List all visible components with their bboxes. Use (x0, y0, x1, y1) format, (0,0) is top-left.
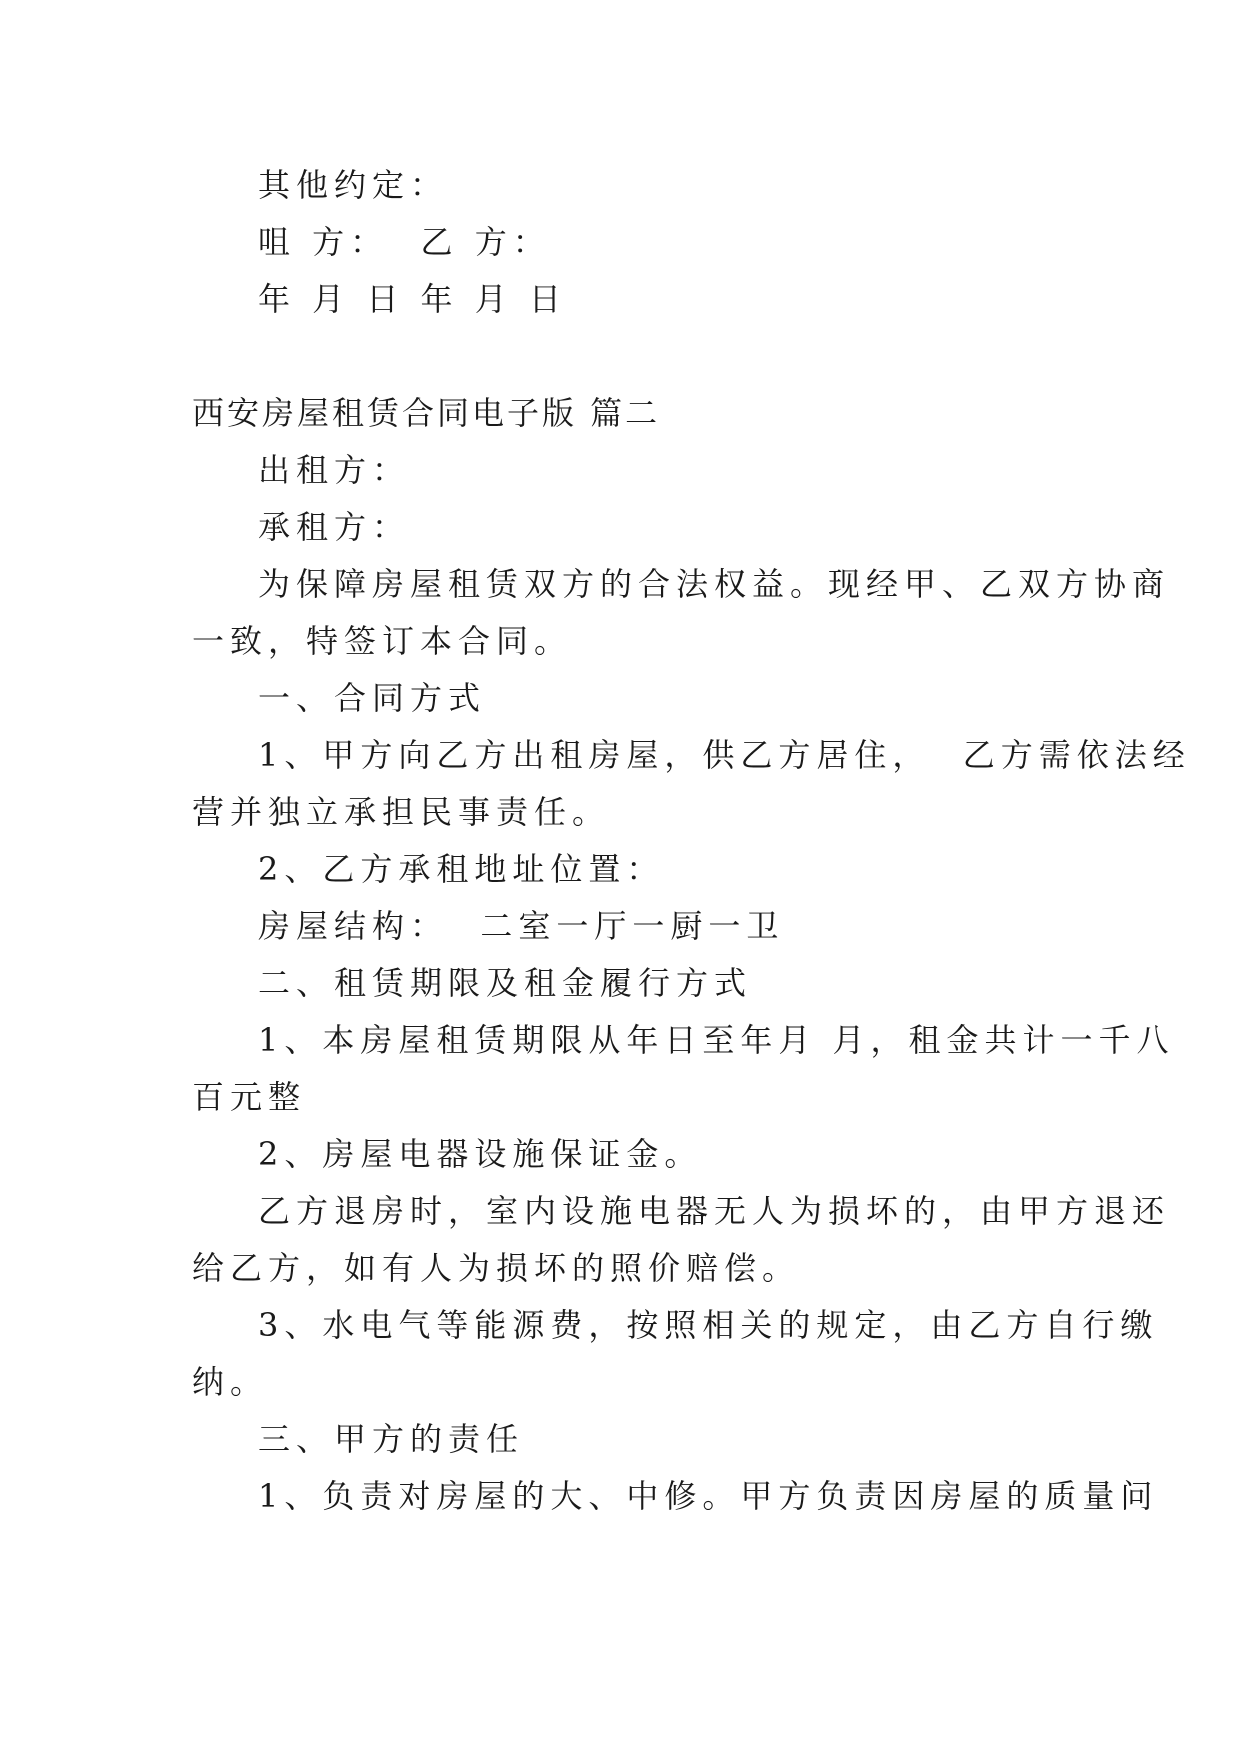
paragraph-line: 百元整 (192, 1078, 307, 1116)
paragraph-line: 1、负责对房屋的大、中修。甲方负责因房屋的质量问 (258, 1477, 1159, 1515)
clause-heading: 三、甲方的责任 (258, 1420, 525, 1458)
date-signature-line: 年 月 日 年 月 日 (258, 280, 567, 318)
paragraph-line: 给乙方，如有人为损坏的照价赔偿。 (192, 1249, 801, 1287)
lessee-label: 承租方： (258, 508, 411, 546)
lessor-label: 出租方： (258, 451, 411, 489)
paragraph-line: 1、本房屋租赁期限从年日至年月 月，租金共计一千八 (258, 1021, 1175, 1059)
paragraph-line: 3、水电气等能源费，按照相关的规定，由乙方自行缴 (258, 1306, 1159, 1344)
paragraph-line: 一致，特签订本合同。 (192, 622, 573, 660)
paragraph-line: 2、房屋电器设施保证金。 (258, 1135, 703, 1173)
paragraph-line: 房屋结构： 二室一厅一厨一卫 (258, 907, 785, 945)
paragraph-line: 1、甲方向乙方出租房屋，供乙方居住， 乙方需依法经 (258, 736, 1191, 774)
party-signature-line: 咀 方： 乙 方： (258, 223, 551, 261)
clause-heading: 二、租赁期限及租金履行方式 (258, 964, 753, 1002)
other-terms-label: 其他约定： (258, 166, 449, 204)
paragraph-line: 为保障房屋租赁双方的合法权益。现经甲、乙双方协商 (258, 565, 1171, 603)
clause-heading: 一、合同方式 (258, 679, 487, 717)
paragraph-line: 纳。 (192, 1363, 269, 1401)
section-title: 西安房屋租赁合同电子版 篇二 (192, 394, 661, 432)
paragraph-line: 营并独立承担民事责任。 (192, 793, 611, 831)
paragraph-line: 2、乙方承租地址位置： (258, 850, 665, 888)
paragraph-line: 乙方退房时，室内设施电器无人为损坏的，由甲方退还 (258, 1192, 1171, 1230)
